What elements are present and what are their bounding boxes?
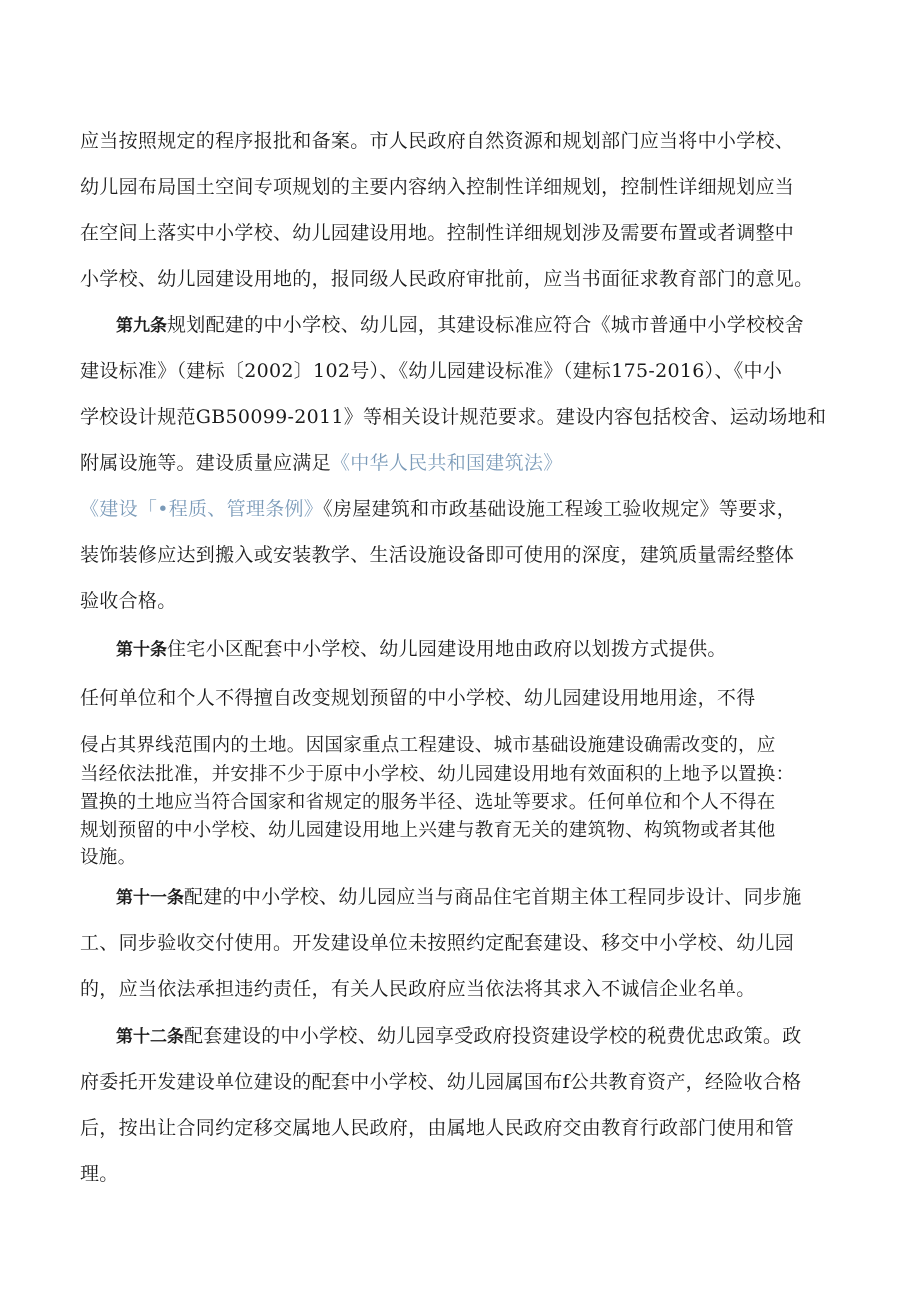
- paragraph-line: 府委托开发建设单位建设的配套中小学校、幼儿园属国布f公共教育资产，经险收合格: [80, 1071, 802, 1093]
- construction-law-link[interactable]: 《中华人民共和国建筑法》: [330, 452, 563, 474]
- paragraph-line: 建设标准》（建标〔2002〕102号）、《幼儿园建设标准》（建标175-2016）、《中小: [80, 360, 783, 382]
- article-12-text: 配套建设的中小学校、幼儿园享受政府投资建设学校的税费优忠政策。政: [184, 1025, 802, 1047]
- paragraph-line: [80, 496, 840, 522]
- paragraph-line: 置换的土地应当符合国家和省规定的服务半径、选址等要求。任何单位和个人不得在: [80, 792, 776, 813]
- paragraph-line: 幼儿园布局国土空间专项规划的主要内容纳入控制性详细规划，控制性详细规划应当: [80, 176, 795, 198]
- paragraph-line: 装饰装修应达到搬入或安装教学、生活设施设备即可使用的深度，建筑质量需经整体: [80, 544, 795, 566]
- paragraph-line: 理。: [80, 1163, 119, 1185]
- paragraph-line: 小学校、幼儿园建设用地的，报同级人民政府审批前，应当书面征求教育部门的意见。: [80, 268, 814, 290]
- article-9-text: 附属设施等。建设质量应满足: [80, 452, 331, 474]
- paragraph-line: 工、同步验收交付使用。开发建设单位未按照约定配套建设、移交中小学校、幼儿园: [80, 932, 795, 954]
- paragraph-line: 任何单位和个人不得擅自改变规划预留的中小学校、幼儿园建设用地用途，不得: [80, 687, 756, 709]
- paragraph-line: 当经依法批准，并安排不少于原中小学校、幼儿园建设用地有效面积的上地予以置换：: [80, 764, 795, 785]
- article-9-text: 规划配建的中小学校、幼儿园，其建设标准应符合《城市普通中小学校校舍: [167, 314, 804, 336]
- article-9-text: 《房屋建筑和市政基础设施工程竣工验收规定》等要求，: [323, 498, 797, 520]
- paragraph-line: [80, 450, 840, 476]
- article-9-label: 第九条: [116, 316, 167, 336]
- article-10-text: 住宅小区配套中小学校、幼儿园建设用地由政府以划拨方式提供。: [167, 638, 727, 660]
- paragraph-line: 规划预留的中小学校、幼儿园建设用地上兴建与教育无关的建筑物、构筑物或者其他: [80, 820, 776, 841]
- article-10-label: 第十条: [116, 640, 167, 660]
- article-11-text: 配建的中小学校、幼儿园应当与商品住宅首期主体工程同步设计、同步施: [184, 886, 802, 908]
- quality-regulation-link[interactable]: 《建设「•程质、管理条例》: [80, 498, 324, 520]
- paragraph-line: 在空间上落实中小学校、幼儿园建设用地。控制性详细规划涉及需要布置或者调整中: [80, 222, 795, 244]
- article-12-line: [116, 1023, 840, 1050]
- paragraph-line: 应当按照规定的程序报批和备案。市人民政府自然资源和规划部门应当将中小学校、: [80, 130, 795, 152]
- paragraph-line: 的，应当依法承担违约责任，有关人民政府应当依法将其求入不诚信企业名单。: [80, 978, 756, 1000]
- article-11-label: 第十一条: [116, 888, 184, 908]
- paragraph-line: 后，按出让合同约定移交属地人民政府，由属地人民政府交由教育行政部门使用和管: [80, 1117, 795, 1139]
- article-11-line: [116, 884, 840, 911]
- paragraph-line: 验收合格。: [80, 590, 177, 612]
- paragraph-line: 设施。: [80, 847, 137, 868]
- article-9-line: [116, 312, 840, 339]
- article-12-label: 第十二条: [116, 1027, 184, 1047]
- paragraph-line: 学校设计规范GB50099-2011》等相关设计规范要求。建设内容包括校舍、运动场地和: [80, 406, 827, 428]
- paragraph-line: 侵占其界线范围内的土地。因国家重点工程建设、城市基础设施建设确需改变的，应: [80, 735, 776, 756]
- article-10-line: [116, 636, 840, 663]
